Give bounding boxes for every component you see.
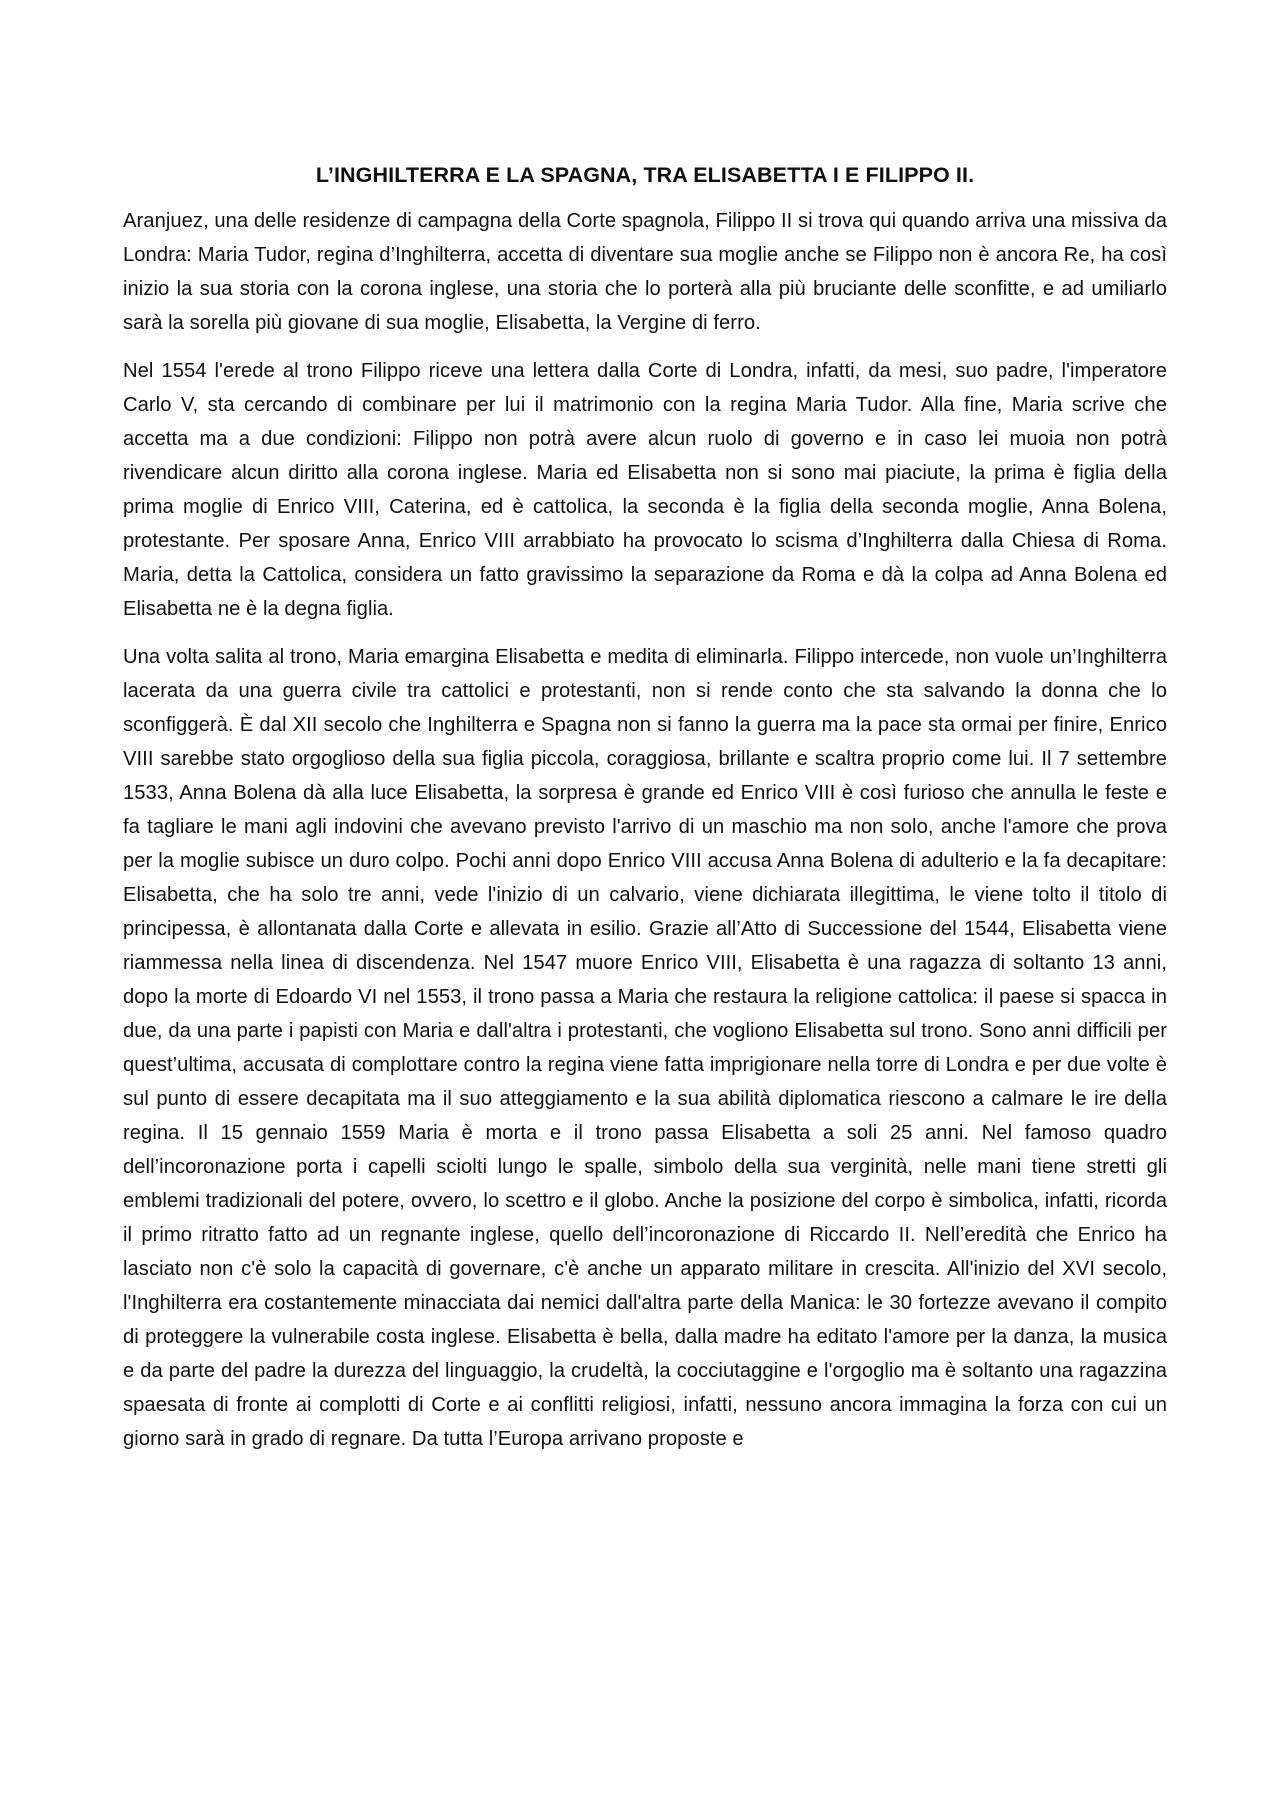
paragraph-maria-reign: Una volta salita al trono, Maria emargina Elisabetta e medita di eliminarla. Filippo intercede, non vuole un’Inghilterra lacerata da una guerra civile tra cattolici e protestanti, non si rende conto che sta salvando la donna che lo sconfiggerà. È dal XII secolo che Inghilterra e Spagna non si fanno la guerra ma la pace sta ormai per finire, Enrico VIII sarebbe stato orgoglioso della sua figlia piccola, coraggiosa, brillante e scaltra proprio come lui. Il 7 settembre 1533, Anna Bolena dà alla luce Elisabetta, la sorpresa è grande ed Enrico VIII è così furioso che annulla le feste e fa tagliare le mani agli indovini che avevano previsto l'arrivo di un maschio ma non solo, anche l'amore che prova per la moglie subisce un duro colpo. Pochi anni dopo Enrico VIII accusa Anna Bolena di adulterio e la fa decapitare: Elisabetta, che ha solo tre anni, vede l'inizio di un calvario, viene dichiarata illegittima, le viene tolto il titolo di principessa, è allontanata dalla Corte e allevata in esilio. Grazie all’Atto di Successione del 1544, Elisabetta viene riammessa nella linea di discendenza. Nel 1547 muore Enrico VIII, Elisabetta è una ragazza di soltanto 13 anni, dopo la morte di Edoardo VI nel 1553, il trono passa a Maria che restaura la religione cattolica: il paese si spacca in due, da una parte i papisti con Maria e dall'altra i protestanti, che vogliono Elisabetta sul trono. Sono anni difficili per quest’ultima, accusata di complottare contro la regina viene fatta imprigionare nella torre di Londra e per due volte è sul punto di essere decapitata ma il suo atteggiamento e la sua abilità diplomatica riescono a calmare le ire della regina. Il 15 gennaio 1559 Maria è morta e il trono passa Elisabetta a soli 25 anni. Nel famoso quadro dell’incoronazione porta i capelli sciolti lungo le spalle, simbolo della sua verginità, nelle mani tiene stretti gli emblemi tradizionali del potere, ovvero, lo scettro e il globo. Anche la posizione del corpo è simbolica, infatti, ricorda il primo ritratto fatto ad un regnante inglese, quello dell’incoronazione di Riccardo II. Nell’eredità che Enrico ha lasciato non c'è solo la capacità di governare, c'è anche un apparato militare in crescita. All'inizio del XVI secolo, l'Inghilterra era costantemente minacciata dai nemici dall'altra parte della Manica: le 30 fortezze avevano il compito di proteggere la vulnerabile costa inglese. Elisabetta è bella, dalla madre ha editato l'amore per la danza, la musica e da parte del padre la durezza del linguaggio, la crudeltà, la cocciutaggine e l'orgoglio ma è soltanto una ragazzina spaesata di fronte ai complotti di Corte e ai conflitti religiosi, infatti, nessuno ancora immagina la forza con cui un giorno sarà in grado di regnare. Da tutta l’Europa arrivano proposte e [123,646,1167,1450]
paragraph-1554-letter: Nel 1554 l'erede al trono Filippo riceve una lettera dalla Corte di Londra, infatti, da mesi, suo padre, l'imperatore Carlo V, sta cercando di combinare per lui il matrimonio con la regina Maria Tudor. Alla fine, Maria scrive che accetta ma a due condizioni: Filippo non potrà avere alcun ruolo di governo e in caso lei muoia non potrà rivendicare alcun diritto alla corona inglese. Maria ed Elisabetta non si sono mai piaciute, la prima è figlia della prima moglie di Enrico VIII, Caterina, ed è cattolica, la seconda è la figlia della seconda moglie, Anna Bolena, protestante. Per sposare Anna, Enrico VIII arrabbiato ha provocato lo scisma d’Inghilterra dalla Chiesa di Roma. Maria, detta la Cattolica, considera un fatto gravissimo la separazione da Roma e dà la colpa ad Anna Bolena ed Elisabetta ne è la degna figlia. [123,360,1167,620]
paragraph-aranjuez: Aranjuez, una delle residenze di campagna della Corte spagnola, Filippo II si trova qui quando arriva una missiva da Londra: Maria Tudor, regina d’Inghilterra, accetta di diventare sua moglie anche se Filippo non è ancora Re, ha così inizio la sua storia con la corona inglese, una storia che lo porterà alla più bruciante delle sconfitte, e ad umiliarlo sarà la sorella più giovane di sua moglie, Elisabetta, la Vergine di ferro. [123,210,1167,334]
document-title: L’INGHILTERRA E LA SPAGNA, TRA ELISABETTA I E FILIPPO II. [315,163,975,187]
